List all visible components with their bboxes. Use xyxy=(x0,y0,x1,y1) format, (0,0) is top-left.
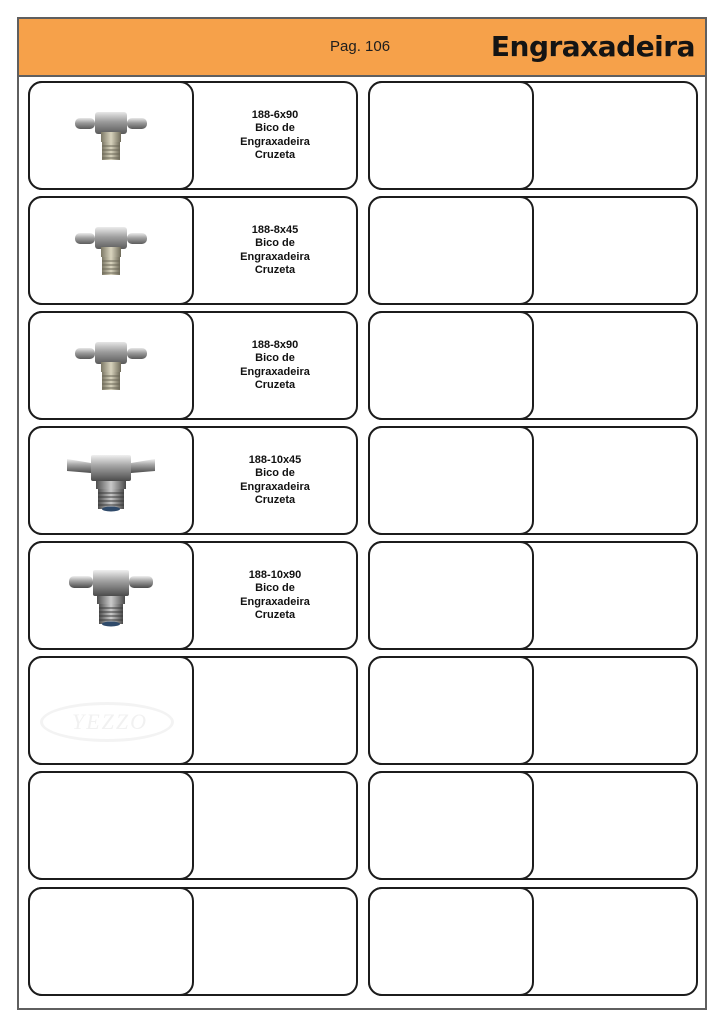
empty-card xyxy=(368,196,698,305)
empty-card xyxy=(28,656,358,765)
empty-card xyxy=(368,887,698,996)
watermark-logo-text: YEZZO xyxy=(71,709,149,734)
empty-card xyxy=(368,426,698,535)
empty-photo-slot xyxy=(368,81,534,190)
empty-card xyxy=(28,887,358,996)
empty-card xyxy=(368,81,698,190)
product-name-line3: Cruzeta xyxy=(254,494,296,506)
product-name-line3: Cruzeta xyxy=(254,379,296,391)
product-name-line1: Bico de xyxy=(255,352,295,364)
empty-card xyxy=(368,771,698,880)
empty-card xyxy=(368,541,698,650)
product-name-line1: Bico de xyxy=(255,582,295,594)
product-description xyxy=(194,543,356,648)
product-description xyxy=(194,428,356,533)
empty-photo-slot xyxy=(28,771,194,880)
product-name-line2: Engraxadeira xyxy=(240,135,310,148)
page-frame xyxy=(17,17,707,1010)
product-name-line2: Engraxadeira xyxy=(240,365,310,378)
empty-photo-slot xyxy=(368,771,534,880)
empty-photo-slot xyxy=(28,887,194,996)
product-photo xyxy=(28,311,194,420)
empty-photo-slot xyxy=(368,887,534,996)
grease-fitting-image xyxy=(63,564,159,628)
product-card[interactable] xyxy=(28,426,358,535)
product-photo xyxy=(28,426,194,535)
product-code: 188-10x45 xyxy=(248,453,302,466)
product-code: 188-6x90 xyxy=(251,108,299,121)
grease-fitting-image xyxy=(71,336,151,396)
empty-photo-slot xyxy=(368,656,534,765)
product-card[interactable] xyxy=(28,81,358,190)
product-description xyxy=(194,83,356,188)
empty-photo-slot xyxy=(368,196,534,305)
product-card[interactable] xyxy=(28,541,358,650)
product-name-line3: Cruzeta xyxy=(254,264,296,276)
product-name-line1: Bico de xyxy=(255,467,295,479)
product-name-line1: Bico de xyxy=(255,237,295,249)
product-photo xyxy=(28,196,194,305)
product-photo xyxy=(28,81,194,190)
section-title: Engraxadeira xyxy=(490,30,695,63)
product-code: 188-10x90 xyxy=(248,568,302,581)
grease-fitting-image xyxy=(71,221,151,281)
empty-card xyxy=(368,311,698,420)
empty-card xyxy=(368,656,698,765)
page-header xyxy=(19,19,705,77)
product-card[interactable] xyxy=(28,196,358,305)
page-number: Pag. 106 xyxy=(330,38,391,55)
product-code: 188-8x45 xyxy=(251,223,299,236)
empty-photo-slot xyxy=(28,656,194,765)
product-name-line2: Engraxadeira xyxy=(240,250,310,263)
product-name-line2: Engraxadeira xyxy=(240,480,310,493)
grease-fitting-image xyxy=(63,449,159,513)
product-code: 188-8x90 xyxy=(251,338,299,351)
empty-photo-slot xyxy=(368,311,534,420)
product-name-line1: Bico de xyxy=(255,122,295,134)
empty-photo-slot xyxy=(368,541,534,650)
empty-card xyxy=(28,771,358,880)
product-description xyxy=(194,198,356,303)
product-description xyxy=(194,313,356,418)
product-card[interactable] xyxy=(28,311,358,420)
product-name-line3: Cruzeta xyxy=(254,149,296,161)
product-photo xyxy=(28,541,194,650)
grease-fitting-image xyxy=(71,106,151,166)
empty-photo-slot xyxy=(368,426,534,535)
product-name-line2: Engraxadeira xyxy=(240,595,310,608)
product-name-line3: Cruzeta xyxy=(254,609,296,621)
